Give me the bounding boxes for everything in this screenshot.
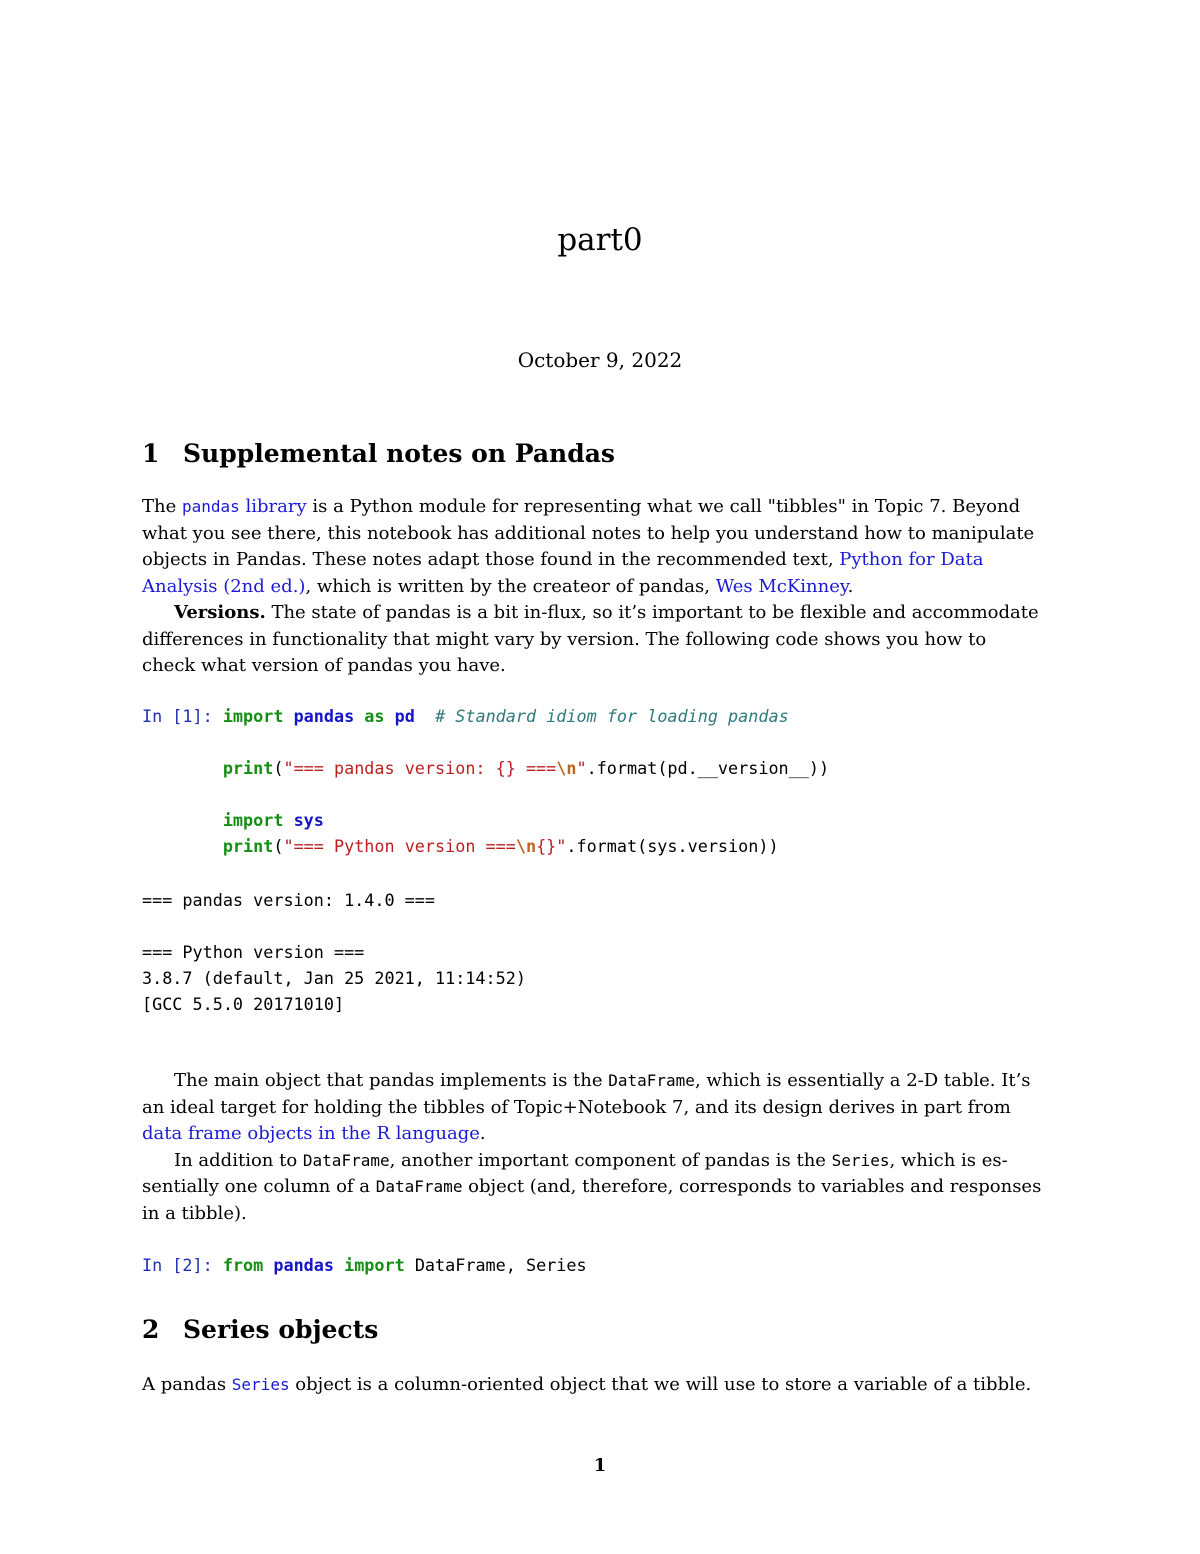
code-text: .format(pd.__version__)) xyxy=(586,758,830,778)
module-name: sys xyxy=(293,810,324,830)
section-title: Supplemental notes on Pandas xyxy=(183,439,615,468)
module-alias: pd xyxy=(394,706,415,726)
paragraph-line: check what version of pandas you have. xyxy=(142,655,506,676)
text: The main object that pandas implements is the xyxy=(174,1070,609,1091)
code-cell-2[interactable] xyxy=(142,1252,587,1278)
text: A pandas xyxy=(142,1374,232,1395)
paragraph-line xyxy=(142,1068,1058,1095)
paragraph-line xyxy=(142,1174,1058,1201)
escape-sequence: \n xyxy=(515,836,537,856)
dataframe-paragraph xyxy=(142,1068,1058,1227)
wes-mckinney-link[interactable]: Wes McKinney xyxy=(715,575,848,597)
code-text: ( xyxy=(273,836,284,856)
paragraph-line xyxy=(142,600,1058,627)
code-comment: # Standard idiom for loading pandas xyxy=(435,706,789,726)
text: objects in Pandas. These notes adapt those found in the recommended text, xyxy=(142,549,840,570)
keyword: as xyxy=(364,706,385,726)
library-link[interactable]: library xyxy=(245,496,307,517)
versions-label: Versions. xyxy=(174,602,266,623)
keyword: from xyxy=(222,1255,264,1275)
text: , which is essentially a 2-D table. It’s xyxy=(694,1070,1031,1091)
output-line: 3.8.7 (default, Jan 25 2021, 11:14:52) xyxy=(142,968,526,988)
code-text: ( xyxy=(273,758,284,778)
output-line: [GCC 5.5.0 20171010] xyxy=(142,994,345,1014)
python-for-data-analysis-link-cont[interactable]: Analysis (2nd ed.) xyxy=(142,575,306,597)
text: In addition to xyxy=(174,1149,303,1171)
text: , which is written by the createor of pandas, xyxy=(305,575,716,597)
doc-date: October 9, 2022 xyxy=(517,348,683,372)
paragraph-line: what you see there, this notebook has additional notes to help you understand how to manipulate xyxy=(142,522,1035,544)
inline-code: Series xyxy=(831,1150,890,1170)
series-link[interactable]: Series xyxy=(231,1375,290,1394)
text: . xyxy=(847,575,854,597)
r-data-frame-link[interactable]: data frame objects in the R language xyxy=(142,1123,480,1144)
page-number: 1 xyxy=(593,1455,607,1476)
output-line: === Python version === xyxy=(142,942,365,962)
function-name: print xyxy=(222,836,274,856)
string-literal: "=== Python version === xyxy=(283,836,516,856)
text: , which is es- xyxy=(889,1149,1008,1171)
series-intro-paragraph xyxy=(142,1372,1058,1399)
text: The xyxy=(142,496,182,517)
section-2-heading xyxy=(142,1315,378,1344)
text: The state of pandas is a bit in-flux, so it’s important to be flexible and accommodate xyxy=(265,602,1039,623)
inline-code: DataFrame xyxy=(375,1177,463,1196)
keyword: import xyxy=(344,1255,405,1275)
inline-code: DataFrame xyxy=(608,1071,695,1090)
text: object (and, therefore, corresponds to variables and responses xyxy=(462,1176,1042,1197)
cell-output-1 xyxy=(142,887,526,1017)
string-literal: "=== pandas version: {} === xyxy=(283,758,557,778)
paragraph-line: an ideal target for holding the tibbles of Topic+Notebook 7, and its design derives in part from xyxy=(142,1096,1011,1118)
paragraph-line: in a tibble). xyxy=(142,1202,247,1224)
section-number: 2 xyxy=(142,1315,160,1344)
code-text: .format(sys.version)) xyxy=(566,836,779,856)
section-1-heading xyxy=(142,439,615,468)
python-for-data-analysis-link[interactable]: Python for Data xyxy=(839,549,984,570)
paragraph-line xyxy=(142,574,1058,601)
keyword: import xyxy=(222,810,284,830)
paragraph-line xyxy=(142,494,1058,521)
module-name: pandas xyxy=(273,1255,334,1275)
cell-prompt: In [2]: xyxy=(142,1255,223,1275)
code-cell-1[interactable] xyxy=(142,703,829,859)
text: object is a column-oriented object that we will use to store a variable of a tibble. xyxy=(289,1374,1032,1395)
intro-paragraph xyxy=(142,494,1058,680)
string-literal: {}" xyxy=(536,836,567,856)
cell-prompt: In [1]: xyxy=(142,706,223,726)
paragraph-line xyxy=(142,547,1058,574)
paragraph-line: differences in functionality that might vary by version. The following code shows you how to xyxy=(142,628,987,650)
keyword: import xyxy=(222,706,284,726)
output-line: === pandas version: 1.4.0 === xyxy=(142,890,435,910)
string-literal: " xyxy=(576,758,587,778)
code-text: DataFrame, Series xyxy=(414,1255,587,1275)
section-number: 1 xyxy=(142,439,160,468)
function-name: print xyxy=(222,758,274,778)
text: . xyxy=(479,1123,486,1144)
paragraph-line xyxy=(142,1148,1058,1175)
paragraph-line xyxy=(142,1121,1058,1148)
text: is a Python module for representing what we call "tibbles" in Topic 7. Beyond xyxy=(306,496,1021,517)
escape-sequence: \n xyxy=(556,758,577,778)
inline-code: DataFrame xyxy=(302,1150,390,1170)
text: sentially one column of a xyxy=(142,1176,376,1197)
text: , another important component of pandas is the xyxy=(389,1149,832,1171)
module-name: pandas xyxy=(293,706,355,726)
paragraph-line xyxy=(142,1372,1058,1399)
doc-title: part0 xyxy=(557,222,643,258)
pandas-link[interactable]: pandas xyxy=(181,497,240,516)
section-title: Series objects xyxy=(183,1315,379,1344)
